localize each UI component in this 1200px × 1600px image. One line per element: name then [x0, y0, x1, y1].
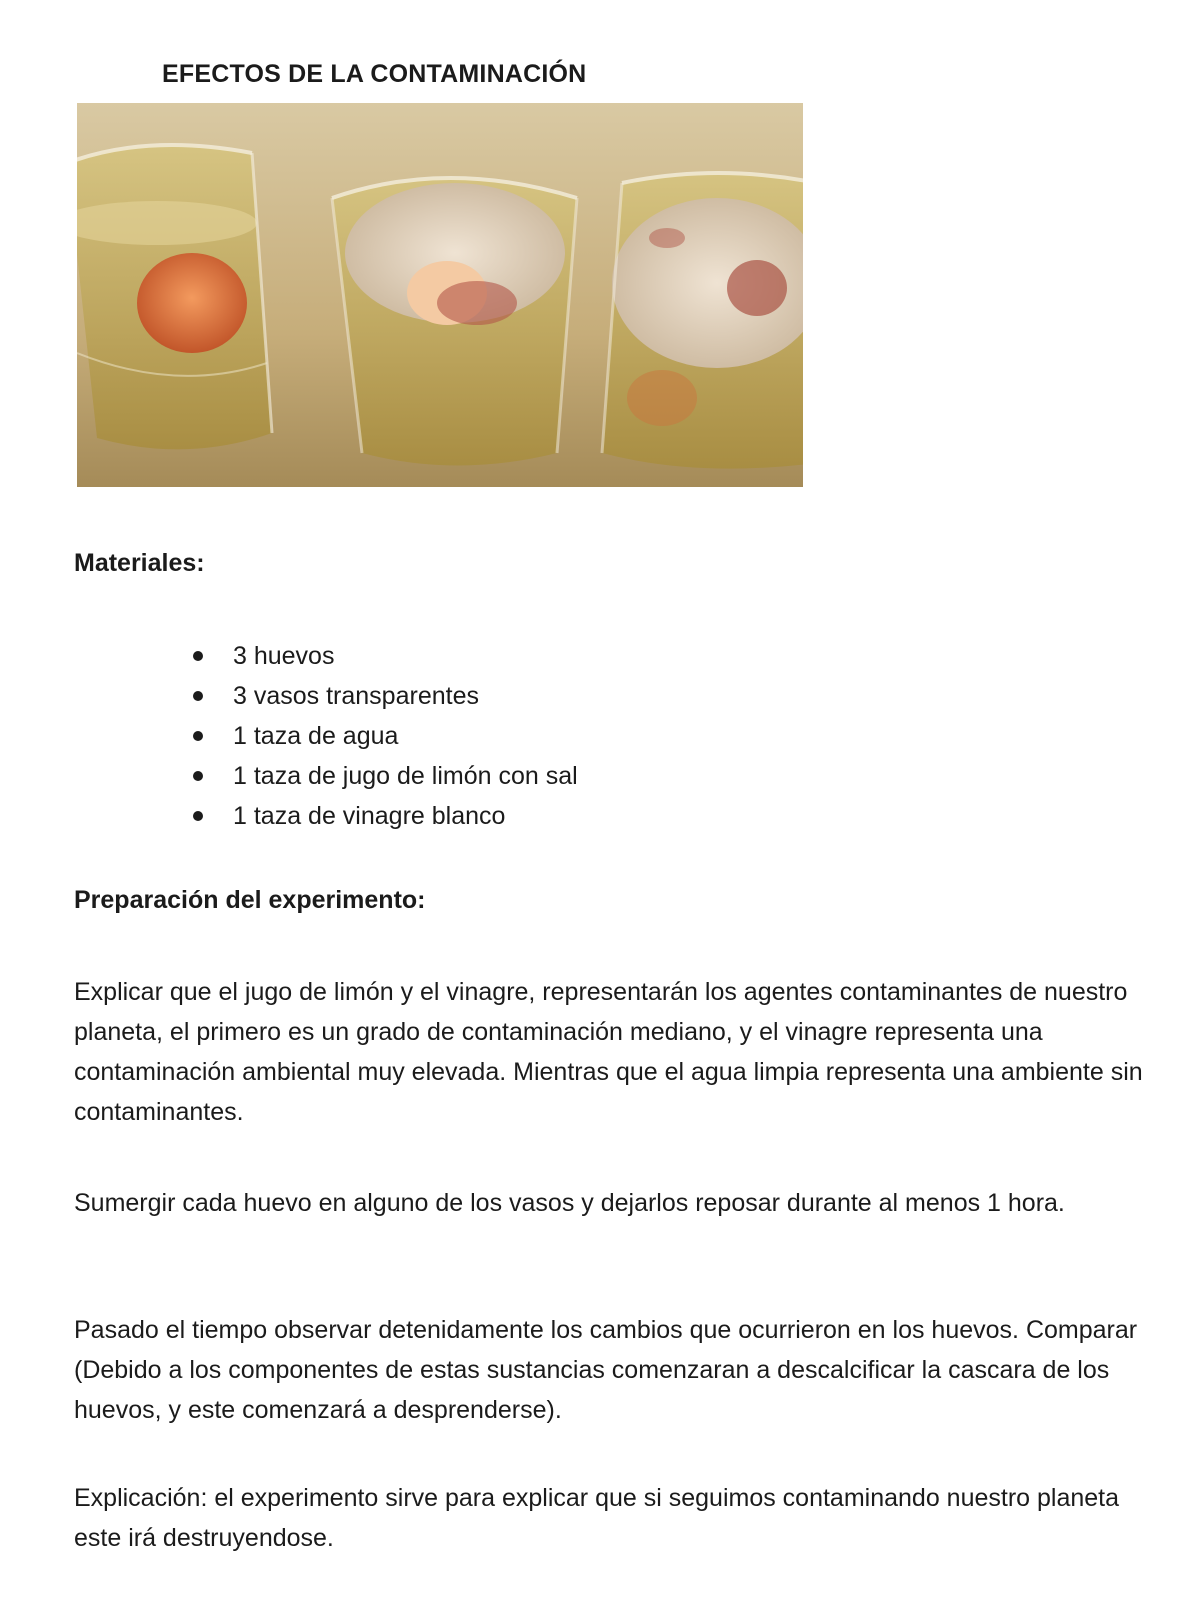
paragraph: Explicar que el jugo de limón y el vinagre, representarán los agentes contaminantes de nuestro planeta, el primero es un grado de contaminación mediano, y el vinagre representa una contaminación ambiental muy elevada. Mientras que el agua limpia representa una ambiente sin contaminantes.: [74, 978, 1143, 1126]
bullet-icon: [193, 691, 203, 701]
list-item-label: 3 vasos transparentes: [233, 682, 479, 710]
list-item: [185, 756, 578, 796]
list-item: [185, 716, 578, 756]
bullet-icon: [193, 651, 203, 661]
preparation-heading: Preparación del experimento:: [74, 886, 426, 914]
list-item: [185, 636, 578, 676]
list-item-label: 3 huevos: [233, 642, 335, 670]
list-item: [185, 796, 578, 836]
bullet-icon: [193, 731, 203, 741]
bullet-icon: [193, 811, 203, 821]
bullet-icon: [193, 771, 203, 781]
beaker-left: [77, 145, 272, 449]
paragraph: Sumergir cada huevo en alguno de los vasos y dejarlos reposar durante al menos 1 hora.: [74, 1189, 1065, 1217]
list-item-label: 1 taza de agua: [233, 722, 399, 750]
paragraph: Pasado el tiempo observar detenidamente los cambios que ocurrieron en los huevos. Comparar (Debido a los componentes de estas sustancias comenzaran a descalcificar la cascara de los huevos, y este comenzará a desprenderse).: [74, 1316, 1138, 1424]
beakers-with-eggs-photo: [77, 103, 803, 487]
experiment-photo: [77, 103, 803, 487]
paragraph: Explicación: el experimento sirve para explicar que si seguimos contaminando nuestro planeta este irá destruyendose.: [74, 1484, 1120, 1552]
list-item-label: 1 taza de jugo de limón con sal: [233, 762, 578, 790]
beaker-right: [602, 173, 803, 469]
list-item: [185, 676, 578, 716]
materials-list: [185, 636, 578, 836]
document-title: EFECTOS DE LA CONTAMINACIÓN: [162, 60, 587, 88]
list-item-label: 1 taza de vinagre blanco: [233, 802, 506, 830]
materials-heading: Materiales:: [74, 549, 205, 577]
beaker-middle: [332, 178, 577, 466]
